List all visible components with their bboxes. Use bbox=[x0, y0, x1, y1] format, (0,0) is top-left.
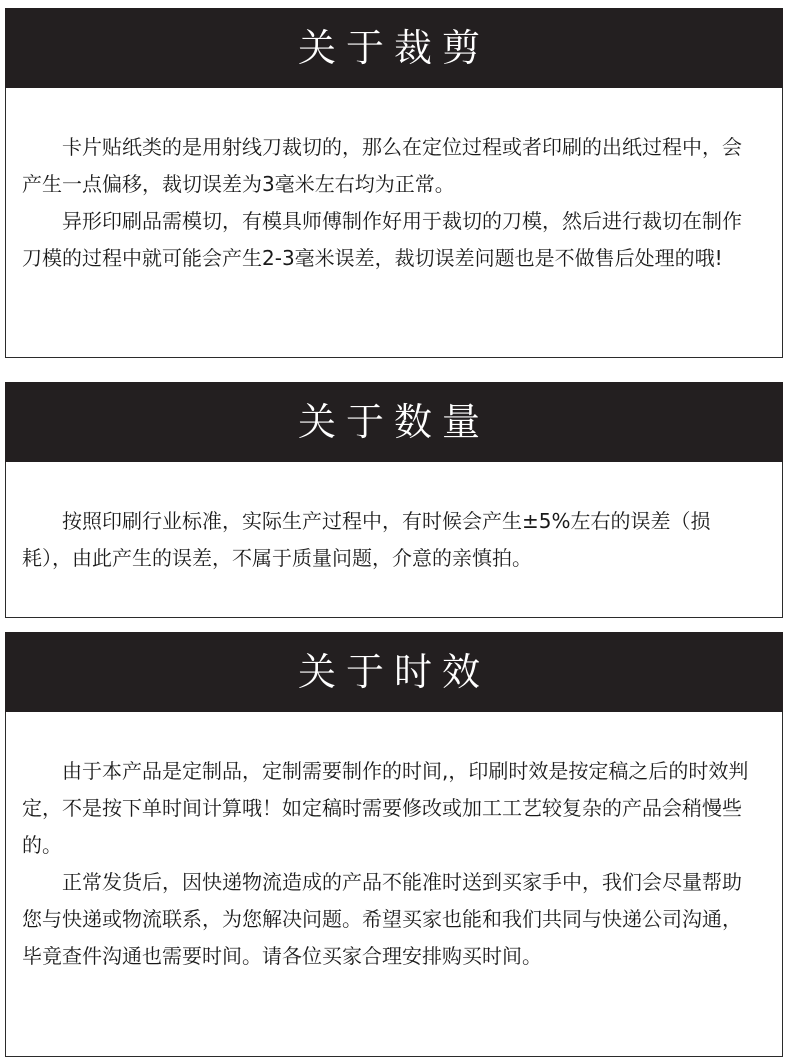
section-body bbox=[5, 462, 783, 618]
section-title: 关于数量 bbox=[5, 382, 783, 462]
section-cutting bbox=[5, 8, 783, 358]
section-title: 关于时效 bbox=[5, 632, 783, 712]
section-body bbox=[5, 88, 783, 358]
section-title: 关于裁剪 bbox=[5, 8, 783, 88]
paragraph: 正常发货后，因快递物流造成的产品不能准时送到买家手中，我们会尽量帮助您与快递或物流联系，为您解决问题。希望买家也能和我们共同与快递公司沟通，毕竟查件沟通也需要时间。请各位买家合理安排购买时间。 bbox=[22, 870, 742, 968]
section-quantity bbox=[5, 382, 783, 618]
paragraph: 由于本产品是定制品，定制需要制作的时间,，印刷时效是按定稿之后的时效判定，不是按下单时间计算哦！如定稿时需要修改或加工工艺较复杂的产品会稍慢些的。 bbox=[22, 759, 749, 857]
section-timeliness bbox=[5, 632, 783, 1057]
section-body bbox=[5, 712, 783, 1057]
paragraph: 卡片贴纸类的是用射线刀裁切的，那么在定位过程或者印刷的出纸过程中，会产生一点偏移，裁切误差为3毫米左右均为正常。 bbox=[22, 135, 742, 196]
paragraph: 按照印刷行业标准，实际生产过程中，有时候会产生±5%左右的误差（损耗），由此产生的误差，不属于质量问题，介意的亲慎拍。 bbox=[22, 509, 711, 570]
paragraph: 异形印刷品需模切，有模具师傅制作好用于裁切的刀模，然后进行裁切在制作刀模的过程中就可能会产生2-3毫米误差，裁切误差问题也是不做售后处理的哦! bbox=[22, 209, 742, 270]
